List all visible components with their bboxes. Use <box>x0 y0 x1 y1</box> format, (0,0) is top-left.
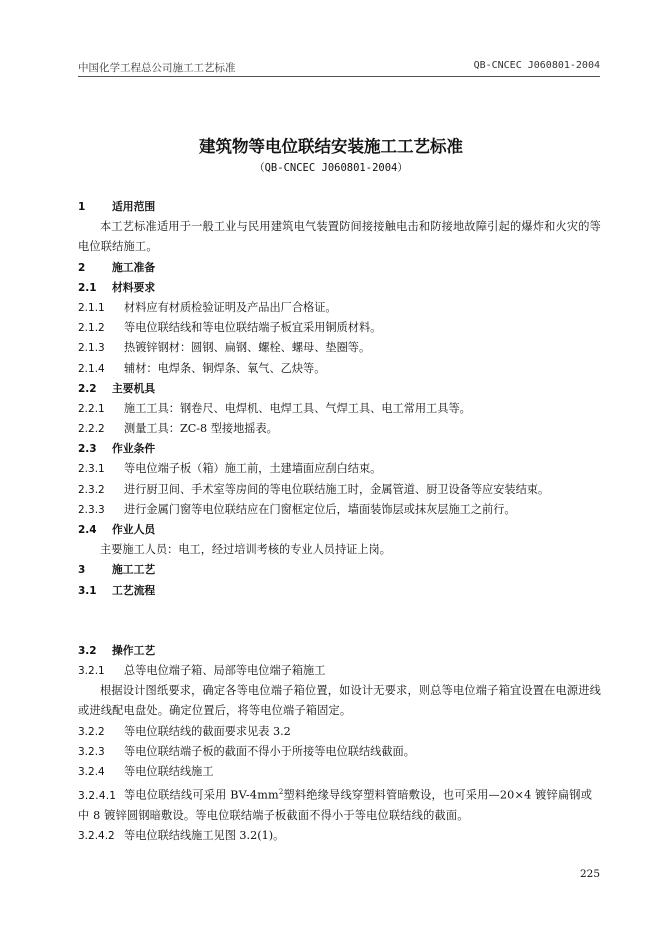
section-number: 2 <box>78 261 86 274</box>
section-title: 工艺流程 <box>112 583 156 597</box>
header-standard-code: QB-CNCEC J060801-2004 <box>473 60 600 71</box>
clause <box>78 459 602 479</box>
clause <box>78 359 602 379</box>
section-heading <box>78 258 602 278</box>
section-number: 2.4 <box>78 524 97 537</box>
clause <box>78 338 602 358</box>
superscript: 2 <box>278 788 284 797</box>
clause-text-pre: 等电位联结线可采用 BV-4mm <box>124 788 279 802</box>
section-title: 适用范围 <box>112 200 156 213</box>
clause <box>78 826 602 846</box>
subsection-heading <box>78 581 602 601</box>
section-title: 施工工艺 <box>112 563 156 577</box>
paragraph-personnel: 主要施工人员：电工，经过培训考核的专业人员持证上岗。 <box>100 543 391 557</box>
clause-text: 等电位联结线施工 <box>124 764 214 778</box>
clause-text: 辅材：电焊条、铜焊条、氧气、乙炔等。 <box>124 361 326 375</box>
clause <box>78 500 602 520</box>
section-number: 2.2 <box>78 382 97 395</box>
clause-text: 等电位端子板（箱）施工前，土建墙面应刮白结束。 <box>124 462 382 476</box>
section-number: 2.3 <box>78 443 97 456</box>
clause-number: 3.2.3 <box>78 745 105 758</box>
clause-number: 2.1.3 <box>78 342 105 355</box>
subsection-heading <box>78 439 602 459</box>
section-number: 3.1 <box>78 584 97 597</box>
section-heading <box>78 560 602 580</box>
clause <box>78 480 602 500</box>
process-flow-blank <box>78 601 602 641</box>
clause-number: 3.2.1 <box>78 664 105 677</box>
document-title: 建筑物等电位联结安装施工工艺标准 <box>199 137 463 156</box>
clause-number: 2.2.2 <box>78 423 105 436</box>
document-subtitle: （QB-CNCEC J060801-2004） <box>254 162 408 174</box>
page-number: 225 <box>579 868 600 880</box>
clause-number: 2.1.4 <box>78 362 105 375</box>
clause <box>78 298 602 318</box>
clause-number: 2.3.1 <box>78 463 105 476</box>
clause-number: 2.1.2 <box>78 322 105 335</box>
clause-number: 3.2.4.2 <box>78 830 115 843</box>
clause-number: 3.2.4.1 <box>78 789 117 802</box>
section-number: 3 <box>78 564 86 577</box>
clause <box>78 419 602 439</box>
clause <box>78 762 602 782</box>
clause-bonding-conductor <box>78 782 602 826</box>
clause <box>78 722 602 742</box>
paragraph-terminal-box: 根据设计图纸要求，确定各等电位端子箱位置，如设计无要求，则总等电位端子箱宜设置在电源进线或进线配电盘处。确定位置后，将等电位端子箱固定。 <box>78 684 602 718</box>
section-title: 作业人员 <box>112 523 156 537</box>
clause-text: 测量工具：ZC-8 型接地摇表。 <box>124 422 278 436</box>
subsection-heading <box>78 278 602 298</box>
section-number: 1 <box>78 201 86 213</box>
paragraph-scope: 本工艺标准适用于一般工业与民用建筑电气装置防间接接触电击和防接地故障引起的爆炸和火灾的等电位联结施工。 <box>78 220 602 254</box>
section-title: 操作工艺 <box>112 643 156 657</box>
section-title: 施工准备 <box>112 260 156 274</box>
clause-text: 等电位联结线和等电位联结端子板宜采用铜质材料。 <box>124 321 382 335</box>
clause-text: 进行金属门窗等电位联结应在门窗框定位后，墙面装饰层或抹灰层施工之前行。 <box>124 502 516 516</box>
clause-number: 2.2.1 <box>78 402 105 415</box>
clause-text: 总等电位端子箱、局部等电位端子箱施工 <box>124 663 326 677</box>
clause-text: 进行厨卫间、手术室等房间的等电位联结施工时，金属管道、厨卫设备等应安装结束。 <box>124 482 550 496</box>
clause-text-post: 塑料绝缘导线穿塑料管暗敷设，也可采用—20×4 镀锌扁钢或中 8 镀锌圆钢暗敷设。等电位联结端子板截面不得小于等电位联结线的截面。 <box>78 788 593 823</box>
section-heading <box>78 197 602 217</box>
clause-text: 热镀锌钢材：圆钢、扁钢、螺栓、螺母、垫圈等。 <box>124 341 371 355</box>
clause-text: 等电位联结线施工见图 3.2(1)。 <box>124 829 285 843</box>
section-number: 2.1 <box>78 281 97 294</box>
clause <box>78 742 602 762</box>
clause <box>78 399 602 419</box>
clause-text: 等电位联结端子板的截面不得小于所接等电位联结线截面。 <box>124 744 415 758</box>
clause-number: 3.2.2 <box>78 725 105 738</box>
subsection-heading <box>78 379 602 399</box>
subsection-heading <box>78 520 602 540</box>
clause <box>78 318 602 338</box>
running-header <box>78 60 600 77</box>
document-body <box>78 197 602 846</box>
clause-number: 2.3.3 <box>78 503 105 516</box>
clause-text: 等电位联结线的截面要求见表 3.2 <box>124 724 291 738</box>
clause <box>78 661 602 681</box>
clause-text: 材料应有材质检验证明及产品出厂合格证。 <box>124 300 337 314</box>
clause-number: 2.3.2 <box>78 483 105 496</box>
clause-number: 2.1.1 <box>78 301 105 314</box>
section-number: 3.2 <box>78 644 97 657</box>
header-organization: 中国化学工程总公司施工工艺标准 <box>78 62 236 74</box>
clause-text: 施工工具：钢卷尺、电焊机、电焊工具、气焊工具、电工常用工具等。 <box>124 401 471 415</box>
subsection-heading <box>78 641 602 661</box>
clause-number: 3.2.4 <box>78 765 105 778</box>
section-title: 作业条件 <box>112 442 156 456</box>
section-title: 主要机具 <box>112 381 156 395</box>
section-title: 材料要求 <box>112 280 156 294</box>
